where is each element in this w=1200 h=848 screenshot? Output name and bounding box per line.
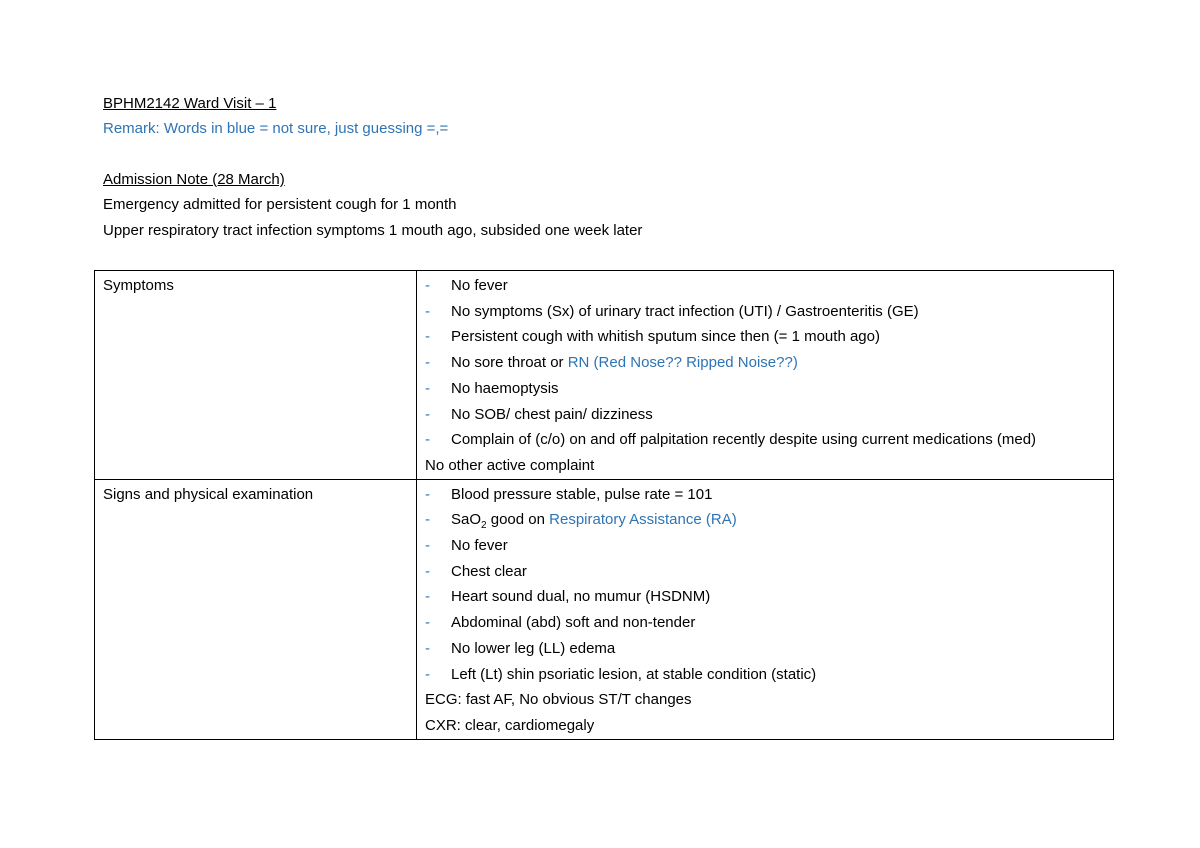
list-item: - Abdominal (abd) soft and non-tender bbox=[425, 610, 1113, 636]
admission-table bbox=[94, 270, 1114, 740]
list-item: - Complain of (c/o) on and off palpitation recently despite using current medications (med) bbox=[425, 427, 1113, 453]
document-title: BPHM2142 Ward Visit – 1 bbox=[103, 95, 277, 112]
row-label: Symptoms bbox=[95, 271, 417, 480]
section-heading: Admission Note (28 March) bbox=[103, 171, 285, 188]
list-item: - Left (Lt) shin psoriatic lesion, at stable condition (static) bbox=[425, 662, 1113, 688]
bullet-dash: - bbox=[425, 354, 430, 372]
bullet-dash: - bbox=[425, 537, 430, 555]
guess-text: Respiratory Assistance (RA) bbox=[549, 511, 737, 529]
signs-cell bbox=[417, 479, 1114, 739]
table-row-symptoms bbox=[95, 271, 1114, 480]
list-item: - Chest clear bbox=[425, 559, 1113, 585]
intro-line: Upper respiratory tract infection symptoms 1 mouth ago, subsided one week later bbox=[103, 222, 643, 239]
list-item: - No SOB/ chest pain/ dizziness bbox=[425, 402, 1113, 428]
bullet-dash: - bbox=[425, 431, 430, 449]
bullet-dash: - bbox=[425, 485, 430, 503]
ecg-result: ECG: fast AF, No obvious ST/T changes bbox=[425, 691, 692, 709]
list-item: - No sore throat or RN (Red Nose?? Ripped Noise??) bbox=[425, 350, 1113, 376]
cxr-result: CXR: clear, cardiomegaly bbox=[425, 716, 595, 734]
bullet-dash: - bbox=[425, 379, 430, 397]
list-item: - SaO$_2$ good on Respiratory Assistance (RA) bbox=[425, 507, 1113, 533]
list-item: - No fever bbox=[425, 533, 1113, 559]
list-item: - No haemoptysis bbox=[425, 376, 1113, 402]
list-item: - Blood pressure stable, pulse rate = 101 bbox=[425, 482, 1113, 508]
list-item: - No symptoms (Sx) of urinary tract infection (UTI) / Gastroenteritis (GE) bbox=[425, 299, 1113, 325]
guess-text: RN (Red Nose?? Ripped Noise??) bbox=[567, 354, 798, 372]
table-row-signs bbox=[95, 479, 1114, 739]
list-item: - Persistent cough with whitish sputum since then (= 1 mouth ago) bbox=[425, 324, 1113, 350]
list-item: - Heart sound dual, no mumur (HSDNM) bbox=[425, 584, 1113, 610]
bullet-dash: - bbox=[425, 328, 430, 346]
symptoms-cell bbox=[417, 271, 1114, 480]
bullet-dash: - bbox=[425, 639, 430, 657]
bullet-dash: - bbox=[425, 302, 430, 320]
bullet-dash: - bbox=[425, 277, 430, 294]
remark-line: Remark: Words in blue = not sure, just guessing =,= bbox=[103, 120, 449, 137]
bullet-dash: - bbox=[425, 665, 430, 683]
bullet-dash: - bbox=[425, 562, 430, 580]
bullet-dash: - bbox=[425, 511, 430, 529]
row-label: Signs and physical examination bbox=[95, 479, 417, 739]
bullet-dash: - bbox=[425, 614, 430, 632]
symptoms-footer: No other active complaint bbox=[425, 456, 595, 474]
list-item: - No lower leg (LL) edema bbox=[425, 636, 1113, 662]
bullet-dash: - bbox=[425, 588, 430, 606]
intro-line: Emergency admitted for persistent cough for 1 month bbox=[103, 196, 457, 213]
list-item: - No fever bbox=[425, 273, 1113, 299]
bullet-dash: - bbox=[425, 405, 430, 423]
